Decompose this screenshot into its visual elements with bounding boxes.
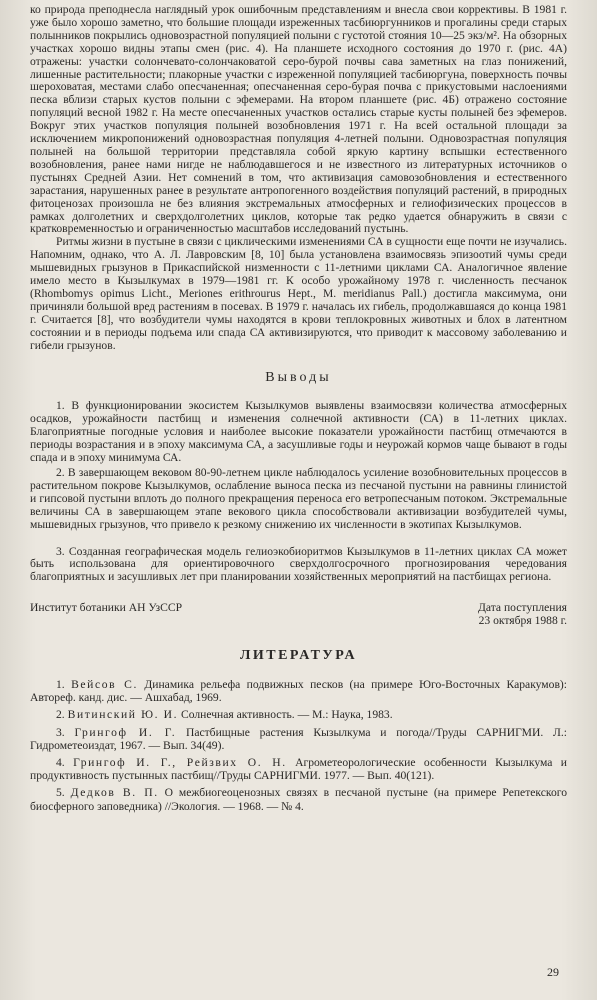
conclusion-item-3: 3. Созданная географическая модель гелиоэкобиоритмов Кызылкумов в 11-летних циклах СА может быть использована для ориентировочного сверхдолгосрочного прогнозирования чередования благоприятных и засушливых лет при планировании хозяйственных мероприятий на пастбищах региона. [30, 544, 567, 584]
received-date-block [478, 602, 567, 628]
reference-number: 1. [56, 678, 65, 692]
reference-number: 2. [56, 708, 65, 722]
references-heading: ЛИТЕРАТУРА [239, 648, 358, 664]
affiliation-block [30, 602, 567, 628]
reference-text: Солнечная активность. — М.: Наука, 1983. [181, 708, 393, 722]
conclusions-heading: Выводы [265, 370, 332, 386]
reference-number: 3. [56, 725, 65, 739]
reference-number: 5. [56, 786, 65, 800]
page-number: 29 [547, 965, 559, 979]
reference-text: Пастбищные растения Кызылкума и погода//Труды САРНИГМИ. Л.: Гидрометеоиздат, 1967. — Вып. 34(49). [30, 725, 567, 752]
received-label: Дата поступления [477, 601, 567, 615]
institute-name: Институт ботаники АН УзССР [30, 601, 183, 615]
received-date: 23 октября 1988 г. [478, 614, 567, 628]
reference-item [30, 678, 567, 704]
body-paragraph-2: Ритмы жизни в пустыне в связи с циклическими изменениями СА в сущности еще почти не изучались. Напомним, однако, что А. Л. Лавровским [8, 10] была установлена взаимосвязь эпизоотий чумы среди мышевидных грызунов в Прикаспийской низменности с 11-летними циклами СА. Аналогичное явление имело место в Кызылкумах в 1979—1981 гг. К особо урожайному 1978 г. численность песчанок (Rhombomys opimus Licht., Meriones erithrourus Hept., M. meridianus Pall.) достигла максимума, они причиняли большой вред растениям в посевах. В 1979 г. началась их гибель, продолжавшаяся до конца 1981 г. Считается [8], что возбудители чумы находятся в крови теплокровных животных и блох в латентном состоянии и в периоды подъема или спада СА активизируются, что приводит к массовому заболеванию и гибели грызунов. [30, 235, 567, 352]
reference-item [30, 708, 567, 721]
reference-author: Витинский Ю. И. [67, 708, 179, 722]
reference-author: Грингоф И. Г., Рейзвих О. Н. [73, 756, 287, 770]
reference-text: О межбиогеоценозных связях в песчаной пустыне (на примере Репетекского биосферного заповедника) //Экология. — 1968. — № 4. [30, 786, 568, 813]
reference-author: Дедков В. П. [70, 786, 159, 800]
reference-author: Грингоф И. Г. [74, 725, 177, 739]
reference-number: 4. [56, 756, 65, 770]
reference-item [30, 726, 567, 752]
reference-item [30, 756, 567, 782]
conclusion-item-2: 2. В завершающем вековом 80-90-летнем цикле наблюдалось усиление возобновительных процессов в растительном покрове Кызылкумов, ослабление выноса песка из песчаной пустыни на равнины глинистой и гипсовой пустыни вплоть до полного прекращения переноса его ветропесчаным потоком. Экстремальные величины СА в завершающем этапе векового цикла способствовали активизации возбудителей чумы, мышевидных грызунов, что привело к резкому снижению их численности в экотипах Кызылкумов. [30, 466, 567, 531]
body-paragraph-1: ко природа преподнесла наглядный урок ошибочным представлениям и внесла свои коррективы. В 1981 г. уже было хорошо заметно, что большие площади изреженных тасбиюргунников и прогалины среди старых полынников покрылись одновозрастной популяцией полыни с густотой стояния 10—25 экз/м². На обзорных участках хорошо видны этапы смен (рис. 4). На планшете исходного состояния до 1970 г. (рис. 4А) отражены: участки солончевато-солончаковатой серо-бурой почвы сава заметных на глаз понижений, лишенные растительности; плакорные участки с изреженной популяцией тасбиюргуна, поверхность почвы шероховатая, местами слабо опесчаненная; опесчаненная серо-бурая почва с прикустовыми наслоениями песка вблизи старых кустов полыни с эфемерами. На втором планшете (рис. 4Б) отражено состояние популяций весной 1982 г. На месте опесчаненных участков остались старые кусты полыней без эфемеров. Вокруг этих участков популяция полыней возобновления 1971 г. На всей остальной площади за исключением микропонижений одновозрастная популяция 4-летней полыни. Одновозрастная популяция полыней на большой территории представляла собой яркую картину вспышки естественного возобновления, ранее нами нигде не наблюдавшегося и не известного из литературных источников о пустынях Средней Азии. Нет сомнений в том, что активизация самовозобновления и естественного зарастания, нарушенных ранее в результате антропогенного воздействия популяций растений, в природных фитоценозах произошла не без влияния экстремальных атмосферных и гелиофизических процессов в рамках долголетних и сверхдолголетних циклов, которые так редко удается обнаружить в связи с кратковременностью и ограниченностью масштабов исследований пустынь. [30, 3, 567, 236]
conclusion-item-1: 1. В функционировании экосистем Кызылкумов выявлены взаимосвязи количества атмосферных осадков, урожайности пастбищ и изменения солнечной активности (СА) в 11-летних циклах. Благоприятные погодные условия и наиболее высокие показатели урожайности пастбищ отмечаются в периоды возрастания и в эпоху максимума СА, а засушливые годы и неурожай кормов чаще бывают в годы спада и в эпоху минимума СА. [30, 399, 567, 465]
reference-item [30, 786, 567, 812]
reference-list [30, 678, 567, 813]
reference-author: Вейсов С. [71, 678, 138, 692]
reference-text: Динамика рельефа подвижных песков (на примере Юго-Восточных Каракумов): Автореф. канд. дис. — Ашхабад, 1969. [30, 678, 567, 705]
reference-text: Агрометеорологические особенности Кызылкума и продуктивность пустынных пастбищ//Труды САРНИГМИ. 1977. — Вып. 40(121). [30, 756, 567, 783]
